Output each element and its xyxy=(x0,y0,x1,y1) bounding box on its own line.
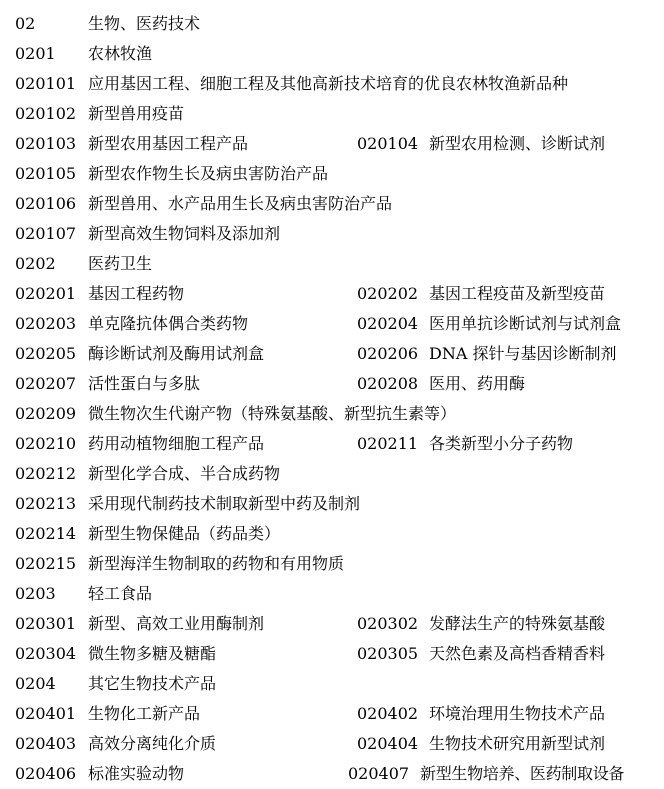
category-code-secondary: 020208 xyxy=(357,374,419,393)
category-name: 医药卫生 xyxy=(88,254,153,273)
catalog-line xyxy=(0,489,664,519)
category-name-secondary: 医用单抗诊断试剂与试剂盒 xyxy=(429,314,622,333)
catalog-line xyxy=(0,609,664,639)
catalog-line xyxy=(0,699,664,729)
category-name: 应用基因工程、细胞工程及其他高新技术培育的优良农林牧渔新品种 xyxy=(88,74,569,93)
catalog-line xyxy=(0,129,664,159)
category-code: 020106 xyxy=(15,194,77,213)
category-name: 新型化学合成、半合成药物 xyxy=(88,464,281,483)
catalog-line xyxy=(0,159,664,189)
category-code: 02 xyxy=(15,14,36,33)
category-code-secondary: 020407 xyxy=(348,764,410,783)
category-name: 单克隆抗体偶合类药物 xyxy=(88,314,249,333)
category-name: 新型农用基因工程产品 xyxy=(88,134,249,153)
category-name: 标准实验动物 xyxy=(88,764,185,783)
category-name-secondary: 各类新型小分子药物 xyxy=(429,434,574,453)
category-name: 微生物多糖及糖酯 xyxy=(88,644,217,663)
category-code-secondary: 020211 xyxy=(357,434,419,453)
catalog-line xyxy=(0,369,664,399)
category-code-secondary: 020404 xyxy=(357,734,419,753)
category-code: 020103 xyxy=(15,134,77,153)
catalog-line xyxy=(0,549,664,579)
category-code: 020406 xyxy=(15,764,77,783)
category-code: 0202 xyxy=(15,254,56,273)
category-name: 新型海洋生物制取的药物和有用物质 xyxy=(88,554,345,573)
category-name: 生物、医药技术 xyxy=(88,14,201,33)
category-code: 020304 xyxy=(15,644,77,663)
catalog-line xyxy=(0,669,664,699)
category-code-secondary: 020402 xyxy=(357,704,419,723)
catalog-line xyxy=(0,279,664,309)
category-code: 020301 xyxy=(15,614,77,633)
category-code: 020107 xyxy=(15,224,77,243)
category-name: 轻工食品 xyxy=(88,584,153,603)
catalog-line xyxy=(0,309,664,339)
category-name: 微生物次生代谢产物（特殊氨基酸、新型抗生素等） xyxy=(88,404,457,423)
category-code: 020207 xyxy=(15,374,77,393)
category-name-secondary: 新型农用检测、诊断试剂 xyxy=(429,134,606,153)
category-code: 020214 xyxy=(15,524,77,543)
category-name-secondary: 环境治理用生物技术产品 xyxy=(429,704,606,723)
catalog-line xyxy=(0,639,664,669)
category-code: 020209 xyxy=(15,404,77,423)
category-name: 酶诊断试剂及酶用试剂盒 xyxy=(88,344,265,363)
category-name: 高效分离纯化介质 xyxy=(88,734,217,753)
category-code: 020213 xyxy=(15,494,77,513)
category-code: 020210 xyxy=(15,434,77,453)
category-name: 新型农作物生长及病虫害防治产品 xyxy=(88,164,329,183)
category-code-secondary: 020104 xyxy=(357,134,419,153)
category-code: 020215 xyxy=(15,554,77,573)
category-name: 新型兽用、水产品用生长及病虫害防治产品 xyxy=(88,194,393,213)
catalog-line xyxy=(0,99,664,129)
category-name: 其它生物技术产品 xyxy=(88,674,217,693)
category-code: 0201 xyxy=(15,44,56,63)
catalog-line xyxy=(0,189,664,219)
category-name: 采用现代制药技术制取新型中药及制剂 xyxy=(88,494,361,513)
category-code: 020212 xyxy=(15,464,77,483)
category-name: 新型、高效工业用酶制剂 xyxy=(88,614,265,633)
category-name: 新型生物保健品（药品类） xyxy=(88,524,281,543)
catalog-line xyxy=(0,759,664,789)
catalog-line xyxy=(0,429,664,459)
category-code: 020201 xyxy=(15,284,77,303)
category-name: 活性蛋白与多肽 xyxy=(88,374,201,393)
category-name-secondary: 发酵法生产的特殊氨基酸 xyxy=(429,614,606,633)
category-code: 020105 xyxy=(15,164,77,183)
catalog-line xyxy=(0,219,664,249)
catalog-line xyxy=(0,339,664,369)
catalog-line xyxy=(0,519,664,549)
category-name: 新型兽用疫苗 xyxy=(88,104,185,123)
category-name: 药用动植物细胞工程产品 xyxy=(88,434,265,453)
category-name: 新型高效生物饲料及添加剂 xyxy=(88,224,281,243)
catalog-line xyxy=(0,459,664,489)
category-name-secondary: 医用、药用酶 xyxy=(429,374,526,393)
category-code-secondary: 020206 xyxy=(357,344,419,363)
catalog-line xyxy=(0,39,664,69)
category-name: 基因工程药物 xyxy=(88,284,185,303)
category-code-secondary: 020305 xyxy=(357,644,419,663)
category-name: 农林牧渔 xyxy=(88,44,153,63)
category-code: 0203 xyxy=(15,584,56,603)
catalog-line xyxy=(0,249,664,279)
catalog-line xyxy=(0,579,664,609)
catalog-line xyxy=(0,729,664,759)
category-code: 020205 xyxy=(15,344,77,363)
category-name-secondary: 天然色素及高档香精香料 xyxy=(429,644,606,663)
category-code-secondary: 020204 xyxy=(357,314,419,333)
category-code: 0204 xyxy=(15,674,56,693)
category-code: 020102 xyxy=(15,104,77,123)
category-code-secondary: 020202 xyxy=(357,284,419,303)
catalog-line xyxy=(0,69,664,99)
category-name: 生物化工新产品 xyxy=(88,704,201,723)
category-code: 020101 xyxy=(15,74,77,93)
category-code: 020203 xyxy=(15,314,77,333)
category-name-secondary: DNA 探针与基因诊断制剂 xyxy=(429,344,617,363)
category-code-secondary: 020302 xyxy=(357,614,419,633)
catalog-line xyxy=(0,9,664,39)
category-name-secondary: 基因工程疫苗及新型疫苗 xyxy=(429,284,606,303)
category-name-secondary: 新型生物培养、医药制取设备 xyxy=(420,764,625,783)
category-code: 020403 xyxy=(15,734,77,753)
category-code: 020401 xyxy=(15,704,77,723)
category-name-secondary: 生物技术研究用新型试剂 xyxy=(429,734,606,753)
catalog-line xyxy=(0,399,664,429)
